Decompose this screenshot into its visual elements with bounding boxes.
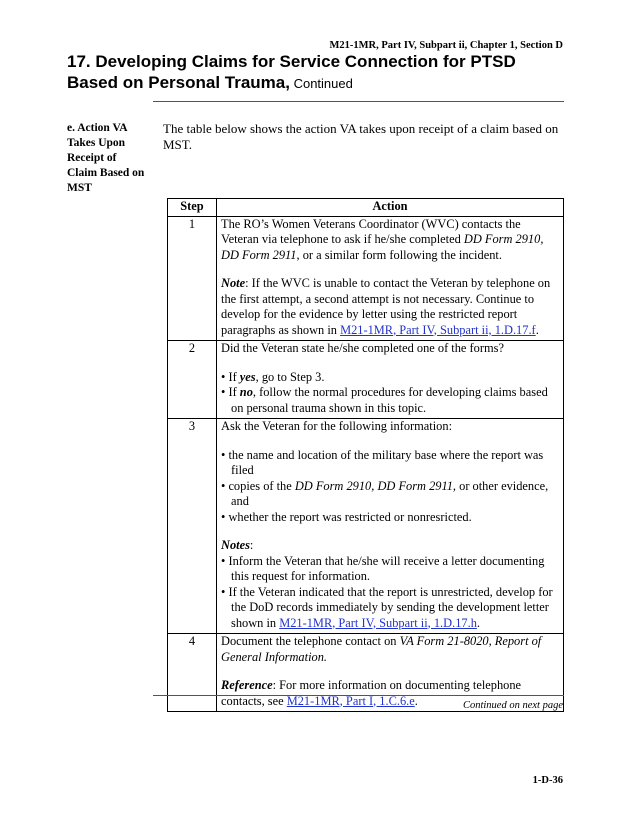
block-label-line: MST [67, 182, 92, 194]
reference-link[interactable]: M21-1MR, Part IV, Subpart ii, 1.D.17.h [279, 615, 477, 630]
reference-link[interactable]: M21-1MR, Part IV, Subpart ii, 1.D.17.f [340, 322, 536, 337]
reference-label: Reference [221, 678, 273, 692]
action-text: Did the Veteran state he/she completed one of the forms? [221, 341, 504, 355]
step-column-header: Step [168, 199, 217, 217]
intro-paragraph: The table below shows the action VA takes upon receipt of a claim based on MST. [163, 121, 559, 152]
bullet-item: • the name and location of the military base where the report was filed [221, 447, 544, 477]
page-number: 1-D-36 [532, 775, 563, 786]
table-row [168, 341, 564, 419]
section-title-continued: Continued [289, 76, 353, 91]
form-reference: VA Form 21-8020, Report of General Information. [221, 634, 542, 664]
step-number: 2 [168, 341, 217, 419]
reference-paragraph: Reference: For more information on documenting telephone contacts, see M21-1MR, Part I, 1.C.6.e. [221, 678, 522, 708]
form-reference: DD Form 2910, DD Form 2911 [221, 232, 544, 262]
reference-link[interactable]: M21-1MR, Part I, 1.C.6.e [286, 693, 415, 708]
action-table [167, 198, 564, 712]
block-label-line: e. Action VA [67, 122, 128, 134]
block-label-line: Claim Based on [67, 167, 145, 179]
bottom-divider [153, 695, 564, 696]
table-row [168, 419, 564, 634]
action-text: Ask the Veteran for the following information: [221, 419, 453, 433]
bullet-item: • whether the report was restricted or nonresricted. [221, 509, 472, 524]
block-label-line: Receipt of [67, 152, 117, 164]
note-paragraph: Note: If the WVC is unable to contact the Veteran by telephone on the first attempt, a second attempt is not necessary. Continue to develop for the evidence by letter using the restricted report paragraphs as shown in M21-1MR, Part IV, Subpart ii, 1.D.17.f. [221, 276, 551, 337]
note-label: Note [221, 276, 246, 290]
action-text: The RO’s Women Veterans Coordinator (WVC) contacts the Veteran via telephone to ask if he/she completed DD Form 2910, DD Form 2911, or a similar form following the incident. [221, 216, 544, 262]
action-column-header: Action [217, 199, 564, 217]
step-number: 4 [168, 634, 217, 712]
table-row [168, 216, 564, 341]
action-cell [217, 341, 564, 419]
form-reference: DD Form 2910, DD Form 2911, [294, 478, 457, 493]
bullet-item: • Inform the Veteran that he/she will receive a letter documenting this request for information. [221, 553, 545, 583]
notes-heading: Notes: [221, 538, 254, 552]
step-number: 3 [168, 419, 217, 634]
action-text: Document the telephone contact on VA Form 21-8020, Report of General Information. [221, 634, 542, 664]
section-title-main: 17. Developing Claims for Service Connection for PTSD Based on Personal Trauma, [67, 52, 516, 92]
running-header: M21-1MR, Part IV, Subpart ii, Chapter 1, Section D [329, 40, 563, 51]
block-label-line: Takes Upon [67, 137, 126, 149]
bullet-item: • copies of the DD Form 2910, DD Form 2911, or other evidence, and [221, 478, 549, 508]
bullet-item: • If yes, go to Step 3. [221, 369, 325, 384]
section-title [67, 51, 567, 94]
step-number: 1 [168, 216, 217, 341]
action-cell [217, 419, 564, 634]
table-header-row [168, 199, 564, 217]
action-cell [217, 216, 564, 341]
top-divider [153, 101, 564, 102]
bullet-item: • If the Veteran indicated that the report is unrestricted, develop for the DoD records immediately by sending the development letter shown in M21-1MR, Part IV, Subpart ii, 1.D.17.h. [221, 584, 553, 630]
block-label [67, 121, 152, 196]
bullet-item: • If no, follow the normal procedures for developing claims based on personal trauma shown in this topic. [221, 385, 548, 415]
continued-note: Continued on next page [462, 700, 563, 711]
